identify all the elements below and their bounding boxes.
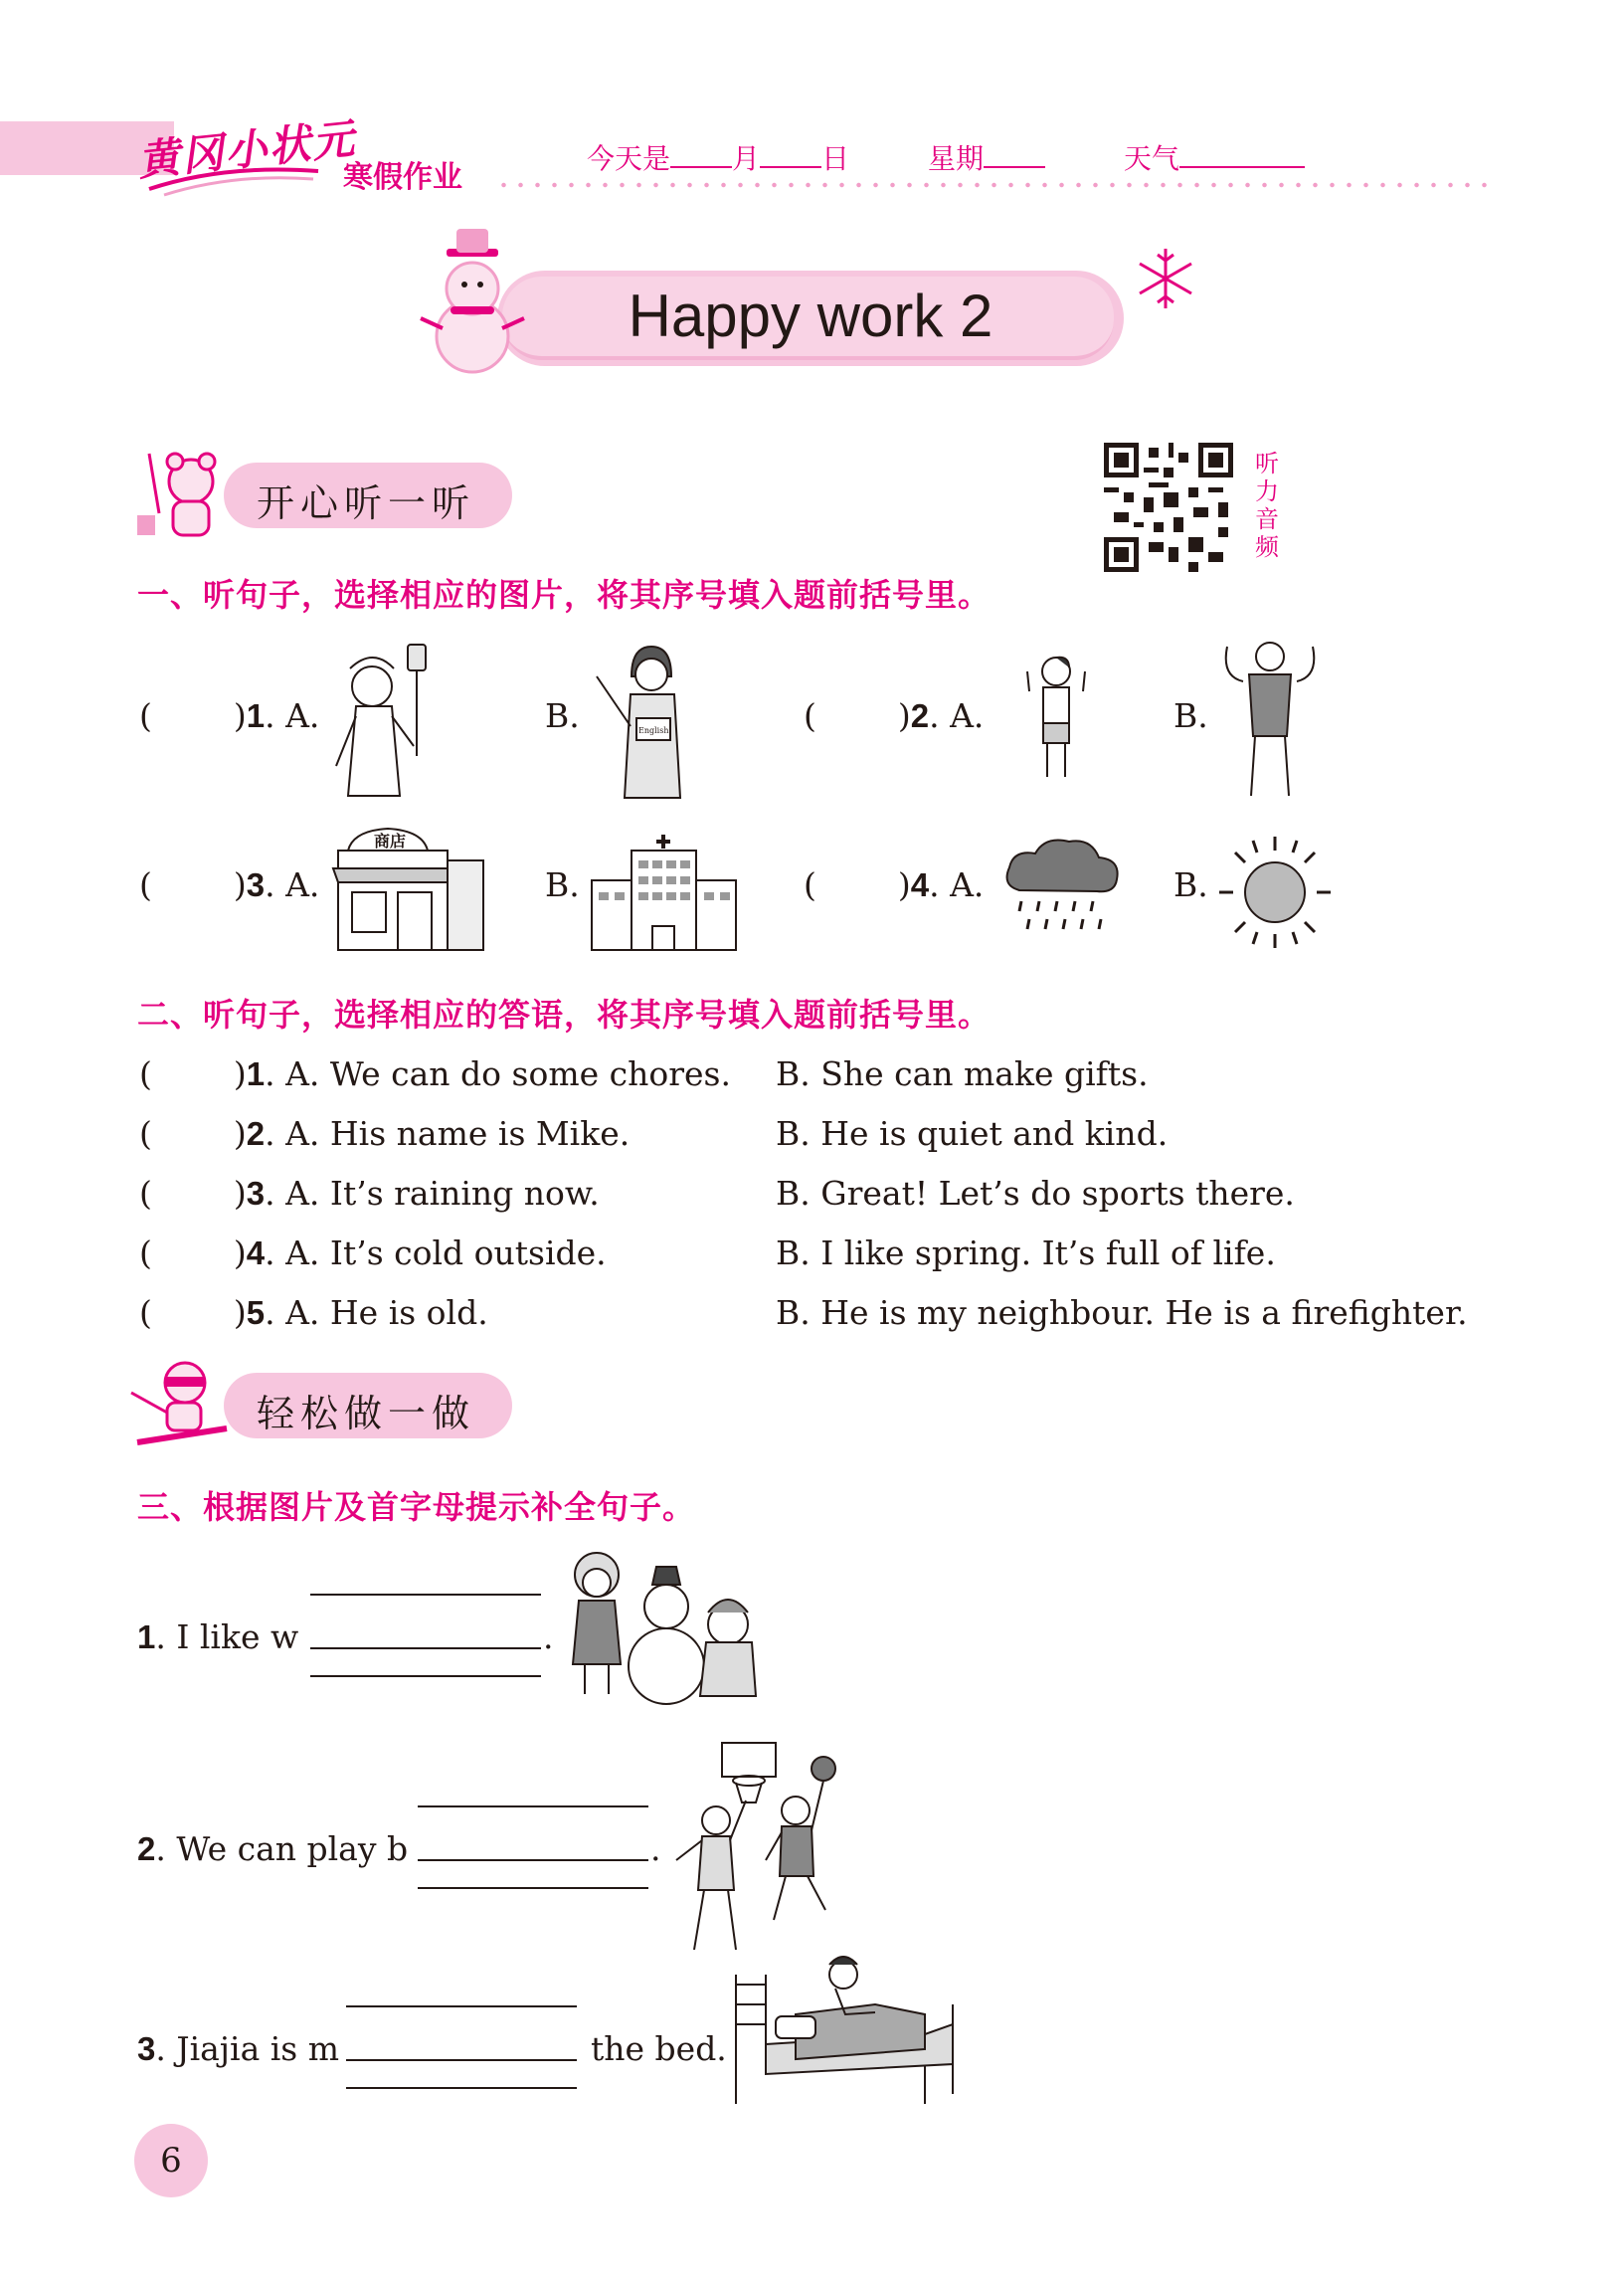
option-a: A. We can do some chores.: [285, 1054, 731, 1093]
q2-item-2: ( )2. A. His name is Mike.: [139, 1114, 631, 1153]
weather-label: 天气: [1123, 142, 1179, 175]
item-number: 3: [137, 2030, 156, 2067]
q3-instruction: 三、根据图片及首字母提示补全句子。: [137, 1488, 696, 1526]
qr-code-icon[interactable]: [1104, 443, 1233, 572]
option-a: A. He is old.: [285, 1293, 488, 1332]
brand-swoosh-icon: [144, 159, 323, 199]
q1-item-1: ( )1. A.: [139, 696, 320, 735]
q3-item-1: 1. I like w: [137, 1617, 299, 1656]
option-a-label: A.: [950, 865, 985, 904]
sentence-start: I like w: [176, 1617, 299, 1656]
header-date-weather: [587, 137, 1305, 177]
section-label-listen: 开心听一听: [257, 481, 476, 525]
shop-image: [328, 821, 487, 955]
writing-line: [418, 1887, 648, 1889]
item-number: 3: [246, 1175, 266, 1212]
q2-item-1-b: B. She can make gifts.: [776, 1054, 1149, 1093]
q1-item-4-b: B.: [1173, 865, 1208, 904]
item-number: 3: [246, 866, 266, 903]
month-blank[interactable]: [670, 140, 732, 168]
book-text: English: [638, 726, 669, 735]
q3-item-1-end: .: [543, 1617, 554, 1656]
option-a-label: A.: [285, 696, 320, 735]
snowflake-icon: [1134, 247, 1197, 310]
option-a: A. His name is Mike.: [285, 1114, 631, 1153]
writing-line: [418, 1805, 648, 1807]
writing-line[interactable]: [310, 1647, 541, 1649]
header-dotted-rule: [495, 182, 1490, 188]
writing-line: [346, 2005, 577, 2007]
weekday-label: 星期: [927, 142, 984, 175]
q3-item-2-end: .: [650, 1829, 661, 1868]
date-today-label: 今天是: [587, 142, 671, 175]
kids-snowman-image: [557, 1547, 771, 1721]
q1-item-3: ( )3. A.: [139, 865, 320, 904]
item-number: 2: [910, 697, 930, 734]
item-number: 1: [137, 1618, 156, 1655]
shop-sign: 商店: [374, 832, 407, 851]
brand-logo: 黄冈小状元: [135, 113, 359, 186]
month-label: 月: [732, 142, 761, 175]
sentence-start: Jiajia is m: [176, 2029, 340, 2068]
q1-item-4: ( )4. A.: [804, 865, 985, 904]
rain-cloud-icon: [999, 836, 1124, 950]
writing-line: [310, 1594, 541, 1596]
option-a: A. It’s cold outside.: [285, 1233, 607, 1272]
basketball-image: [656, 1741, 845, 1960]
q2-instruction: 二、听句子，选择相应的答语，将其序号填入题前括号里。: [137, 996, 992, 1034]
nurse-image: [328, 637, 448, 801]
item-number: 4: [910, 866, 930, 903]
strong-man-image: [1213, 637, 1328, 801]
q1-item-2: ( )2. A.: [804, 696, 985, 735]
q1-item-1-b: B.: [545, 696, 580, 735]
teacher-image: [587, 637, 696, 801]
header-subtitle: 寒假作业: [343, 160, 462, 195]
page-title: Happy work 2: [628, 283, 993, 349]
q2-item-1: ( )1. A. We can do some chores.: [139, 1054, 731, 1093]
day-blank[interactable]: [760, 140, 821, 168]
thin-boy-image: [1019, 652, 1094, 786]
q1-item-3-b: B.: [545, 865, 580, 904]
q3-item-2: 2. We can play b: [137, 1829, 409, 1868]
hospital-image: [587, 831, 741, 955]
day-label: 日: [821, 142, 850, 175]
q3-item-3: 3. Jiajia is m: [137, 2029, 340, 2068]
writing-line: [346, 2087, 577, 2089]
snowman-icon: [413, 227, 532, 376]
item-number: 5: [246, 1294, 266, 1331]
writing-line: [310, 1675, 541, 1677]
option-a: A. It’s raining now.: [285, 1174, 600, 1213]
q2-item-3: ( )3. A. It’s raining now.: [139, 1174, 600, 1213]
bear-mascot-icon: [129, 444, 239, 543]
q2-item-3-b: B. Great! Let’s do sports there.: [776, 1174, 1295, 1213]
item-number: 2: [246, 1115, 266, 1152]
option-a-label: A.: [285, 865, 320, 904]
item-number: 1: [246, 697, 266, 734]
page-number: 6: [160, 2141, 182, 2181]
qr-caption: 听力音频: [1255, 450, 1279, 561]
skiing-bear-icon: [127, 1353, 237, 1452]
option-a-label: A.: [950, 696, 985, 735]
q2-item-5-b: B. He is my neighbour. He is a firefighter.: [776, 1293, 1468, 1332]
item-number: 2: [137, 1830, 156, 1867]
q2-item-4: ( )4. A. It’s cold outside.: [139, 1233, 607, 1272]
q1-item-2-b: B.: [1173, 696, 1208, 735]
writing-line[interactable]: [346, 2059, 577, 2061]
q2-item-5: ( )5. A. He is old.: [139, 1293, 488, 1332]
sentence-start: We can play b: [176, 1829, 409, 1868]
q3-item-3-end: the bed.: [591, 2029, 727, 2068]
weather-blank[interactable]: [1179, 140, 1305, 168]
girl-making-bed-image: [726, 1955, 965, 2114]
writing-line[interactable]: [418, 1859, 648, 1861]
q1-instruction: 一、听句子，选择相应的图片，将其序号填入题前括号里。: [137, 576, 992, 614]
item-number: 1: [246, 1055, 266, 1092]
section-label-do: 轻松做一做: [257, 1392, 476, 1435]
weekday-blank[interactable]: [984, 140, 1045, 168]
q2-item-2-b: B. He is quiet and kind.: [776, 1114, 1169, 1153]
q2-item-4-b: B. I like spring. It’s full of life.: [776, 1233, 1276, 1272]
item-number: 4: [246, 1234, 266, 1271]
sun-icon: [1213, 831, 1338, 955]
